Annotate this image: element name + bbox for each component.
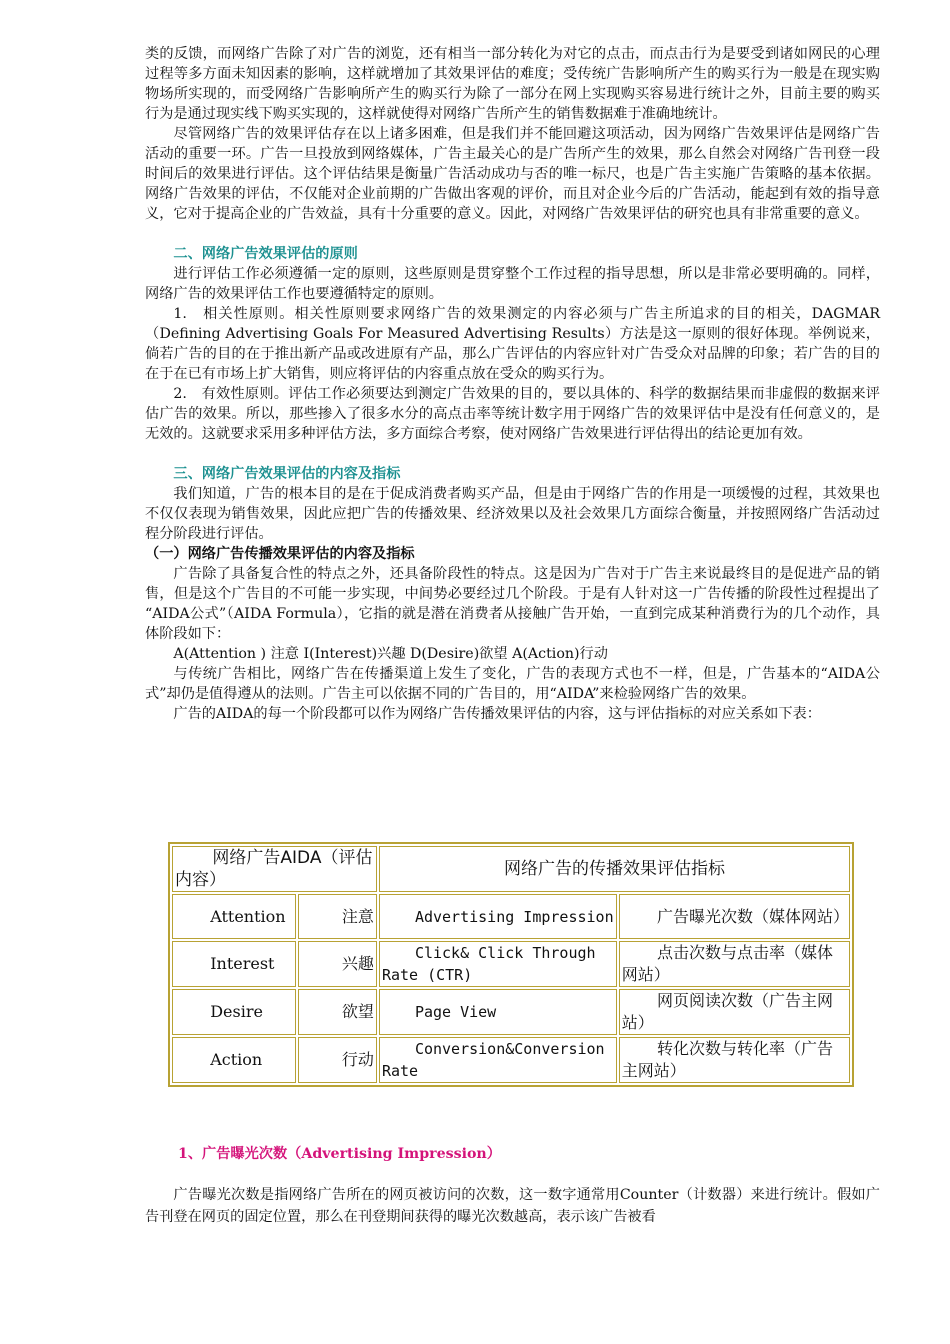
metric-zh: 转化次数与转化率（广告主网站） bbox=[619, 1037, 850, 1083]
paragraph: 类的反馈，而网络广告除了对广告的浏览，还有相当一部分转化为对它的点击，而点击行为是要受到诸如网民的心理过程等多方面未知因素的影响，这样就增加了其效果评估的难度；受传统广告影响所产生的购买行为一般是在现实购物场所实现的，而受网络广告影响所产生的购买行为除了一部分在网上实现购买容易进行统计之外，目前主要的购买行为是通过现实线下购买实现的，这样就使得对网络广告所产生的销售数据难于准确地统计。 bbox=[145, 46, 880, 122]
aida-stage-en: Attention bbox=[172, 894, 296, 939]
table-header-row bbox=[172, 846, 850, 892]
table-row bbox=[172, 894, 850, 939]
aida-stage-en: Action bbox=[172, 1037, 296, 1083]
metric-en: Page View bbox=[379, 989, 617, 1035]
table-row bbox=[172, 1037, 850, 1083]
aida-formula-line: A(Attention ) 注意 I(Interest)兴趣 D(Desire)欲望 A(Action)行动 bbox=[173, 646, 608, 662]
aida-stage-zh: 兴趣 bbox=[298, 941, 377, 987]
aida-stage-zh: 行动 bbox=[298, 1037, 377, 1083]
aida-stage-en: Desire bbox=[172, 989, 296, 1035]
paragraph: 广告除了具备复合性的特点之外，还具备阶段性的特点。这是因为广告对于广告主来说最终目的是促进产品的销售，但是这个广告目的不可能一步实现，中间势必要经过几个阶段。于是有人针对这一广告传播的阶段性过程提出了 “AIDA公式”（AIDA Formula），它指的就是潜在消费者从接触广告开始，一直到完成某种消费行为的几个动作，具体阶段如下： bbox=[145, 566, 880, 642]
metric-zh: 点击次数与点击率（媒体网站） bbox=[619, 941, 850, 987]
paragraph: 1. 相关性原则。相关性原则要求网络广告的效果测定的内容必须与广告主所追求的目的相关，DAGMAR（Defining Advertising Goals For Measured Advertising Results）方法是这一原则的很好体现。举例说来，倘若广告的目的在于推出新产品或改进原有产品，那么广告评估的内容应针对广告受众对品牌的印象；若广告的目的在于在已有市场上扩大销售，则应将评估的内容重点放在受众的购买行为。 bbox=[145, 306, 880, 382]
spacer bbox=[145, 224, 880, 244]
document-body-tail bbox=[145, 1184, 880, 1228]
aida-stage-zh: 注意 bbox=[298, 894, 377, 939]
spacer bbox=[145, 444, 880, 464]
metric-zh: 广告曝光次数（媒体网站） bbox=[619, 894, 850, 939]
paragraph: 广告曝光次数是指网络广告所在的网页被访问的次数，这一数字通常用Counter（计数器）来进行统计。假如广告刊登在网页的固定位置，那么在刊登期间获得的曝光次数越高，表示该广告被看 bbox=[145, 1187, 880, 1225]
paragraph: 2. 有效性原则。评估工作必须要达到测定广告效果的目的，要以具体的、科学的数据结果而非虚假的数据来评估广告的效果。所以，那些掺入了很多水分的高点击率等统计数字用于网络广告的效果评估中是没有任何意义的，是无效的。这就要求采用多种评估方法，多方面综合考察，使对网络广告效果进行评估得出的结论更加有效。 bbox=[145, 386, 880, 442]
section-heading-content: 三、网络广告效果评估的内容及指标 bbox=[173, 466, 401, 482]
paragraph: 我们知道，广告的根本目的是在于促成消费者购买产品，但是由于网络广告的作用是一项缓慢的过程，其效果也不仅仅表现为销售效果，因此应把广告的传播效果、经济效果以及社会效果几方面综合衡量，并按照网络广告活动过程分阶段进行评估。 bbox=[145, 486, 880, 542]
aida-metrics-table bbox=[168, 842, 854, 1087]
aida-stage-zh: 欲望 bbox=[298, 989, 377, 1035]
section-heading-principles: 二、网络广告效果评估的原则 bbox=[173, 246, 358, 262]
metric-en: Conversion&Conversion Rate bbox=[379, 1037, 617, 1083]
paragraph: 尽管网络广告的效果评估存在以上诸多困难，但是我们并不能回避这项活动，因为网络广告效果评估是网络广告活动的重要一环。广告一旦投放到网络媒体，广告主最关心的是广告所产生的效果，那么自然会对网络广告刊登一段时间后的效果进行评估。这个评估结果是衡量广告活动成功与否的唯一标尺，也是广告主实施广告策略的基本依据。网络广告效果的评估，不仅能对企业前期的广告做出客观的评价，而且对企业今后的广告活动，能起到有效的指导意义，它对于提高企业的广告效益，具有十分重要的意义。因此，对网络广告效果评估的研究也具有非常重要的意义。 bbox=[145, 126, 880, 222]
section-heading-impression: 1、广告曝光次数（Advertising Impression） bbox=[178, 1146, 501, 1162]
metric-en: Click& Click Through Rate (CTR) bbox=[379, 941, 617, 987]
paragraph: 广告的AIDA的每一个阶段都可以作为网络广告传播效果评估的内容，这与评估指标的对应关系如下表： bbox=[173, 706, 821, 722]
subsection-heading: （一）网络广告传播效果评估的内容及指标 bbox=[145, 546, 415, 562]
paragraph: 与传统广告相比，网络广告在传播渠道上发生了变化，广告的表现方式也不一样，但是，广告基本的“AIDA公式”却仍是值得遵从的法则。广告主可以依据不同的广告目的，用“AIDA”来检验网络广告的效果。 bbox=[145, 666, 880, 702]
table-row bbox=[172, 989, 850, 1035]
metric-zh: 网页阅读次数（广告主网站） bbox=[619, 989, 850, 1035]
table-row bbox=[172, 941, 850, 987]
metric-en: Advertising Impression bbox=[379, 894, 617, 939]
table-header-metrics: 网络广告的传播效果评估指标 bbox=[379, 846, 850, 892]
paragraph: 进行评估工作必须遵循一定的原则，这些原则是贯穿整个工作过程的指导思想，所以是非常必要明确的。同样，网络广告的效果评估工作也要遵循特定的原则。 bbox=[145, 266, 880, 302]
aida-stage-en: Interest bbox=[172, 941, 296, 987]
table-header-aida: 网络广告AIDA（评估内容） bbox=[172, 846, 377, 892]
document-body bbox=[145, 44, 880, 724]
